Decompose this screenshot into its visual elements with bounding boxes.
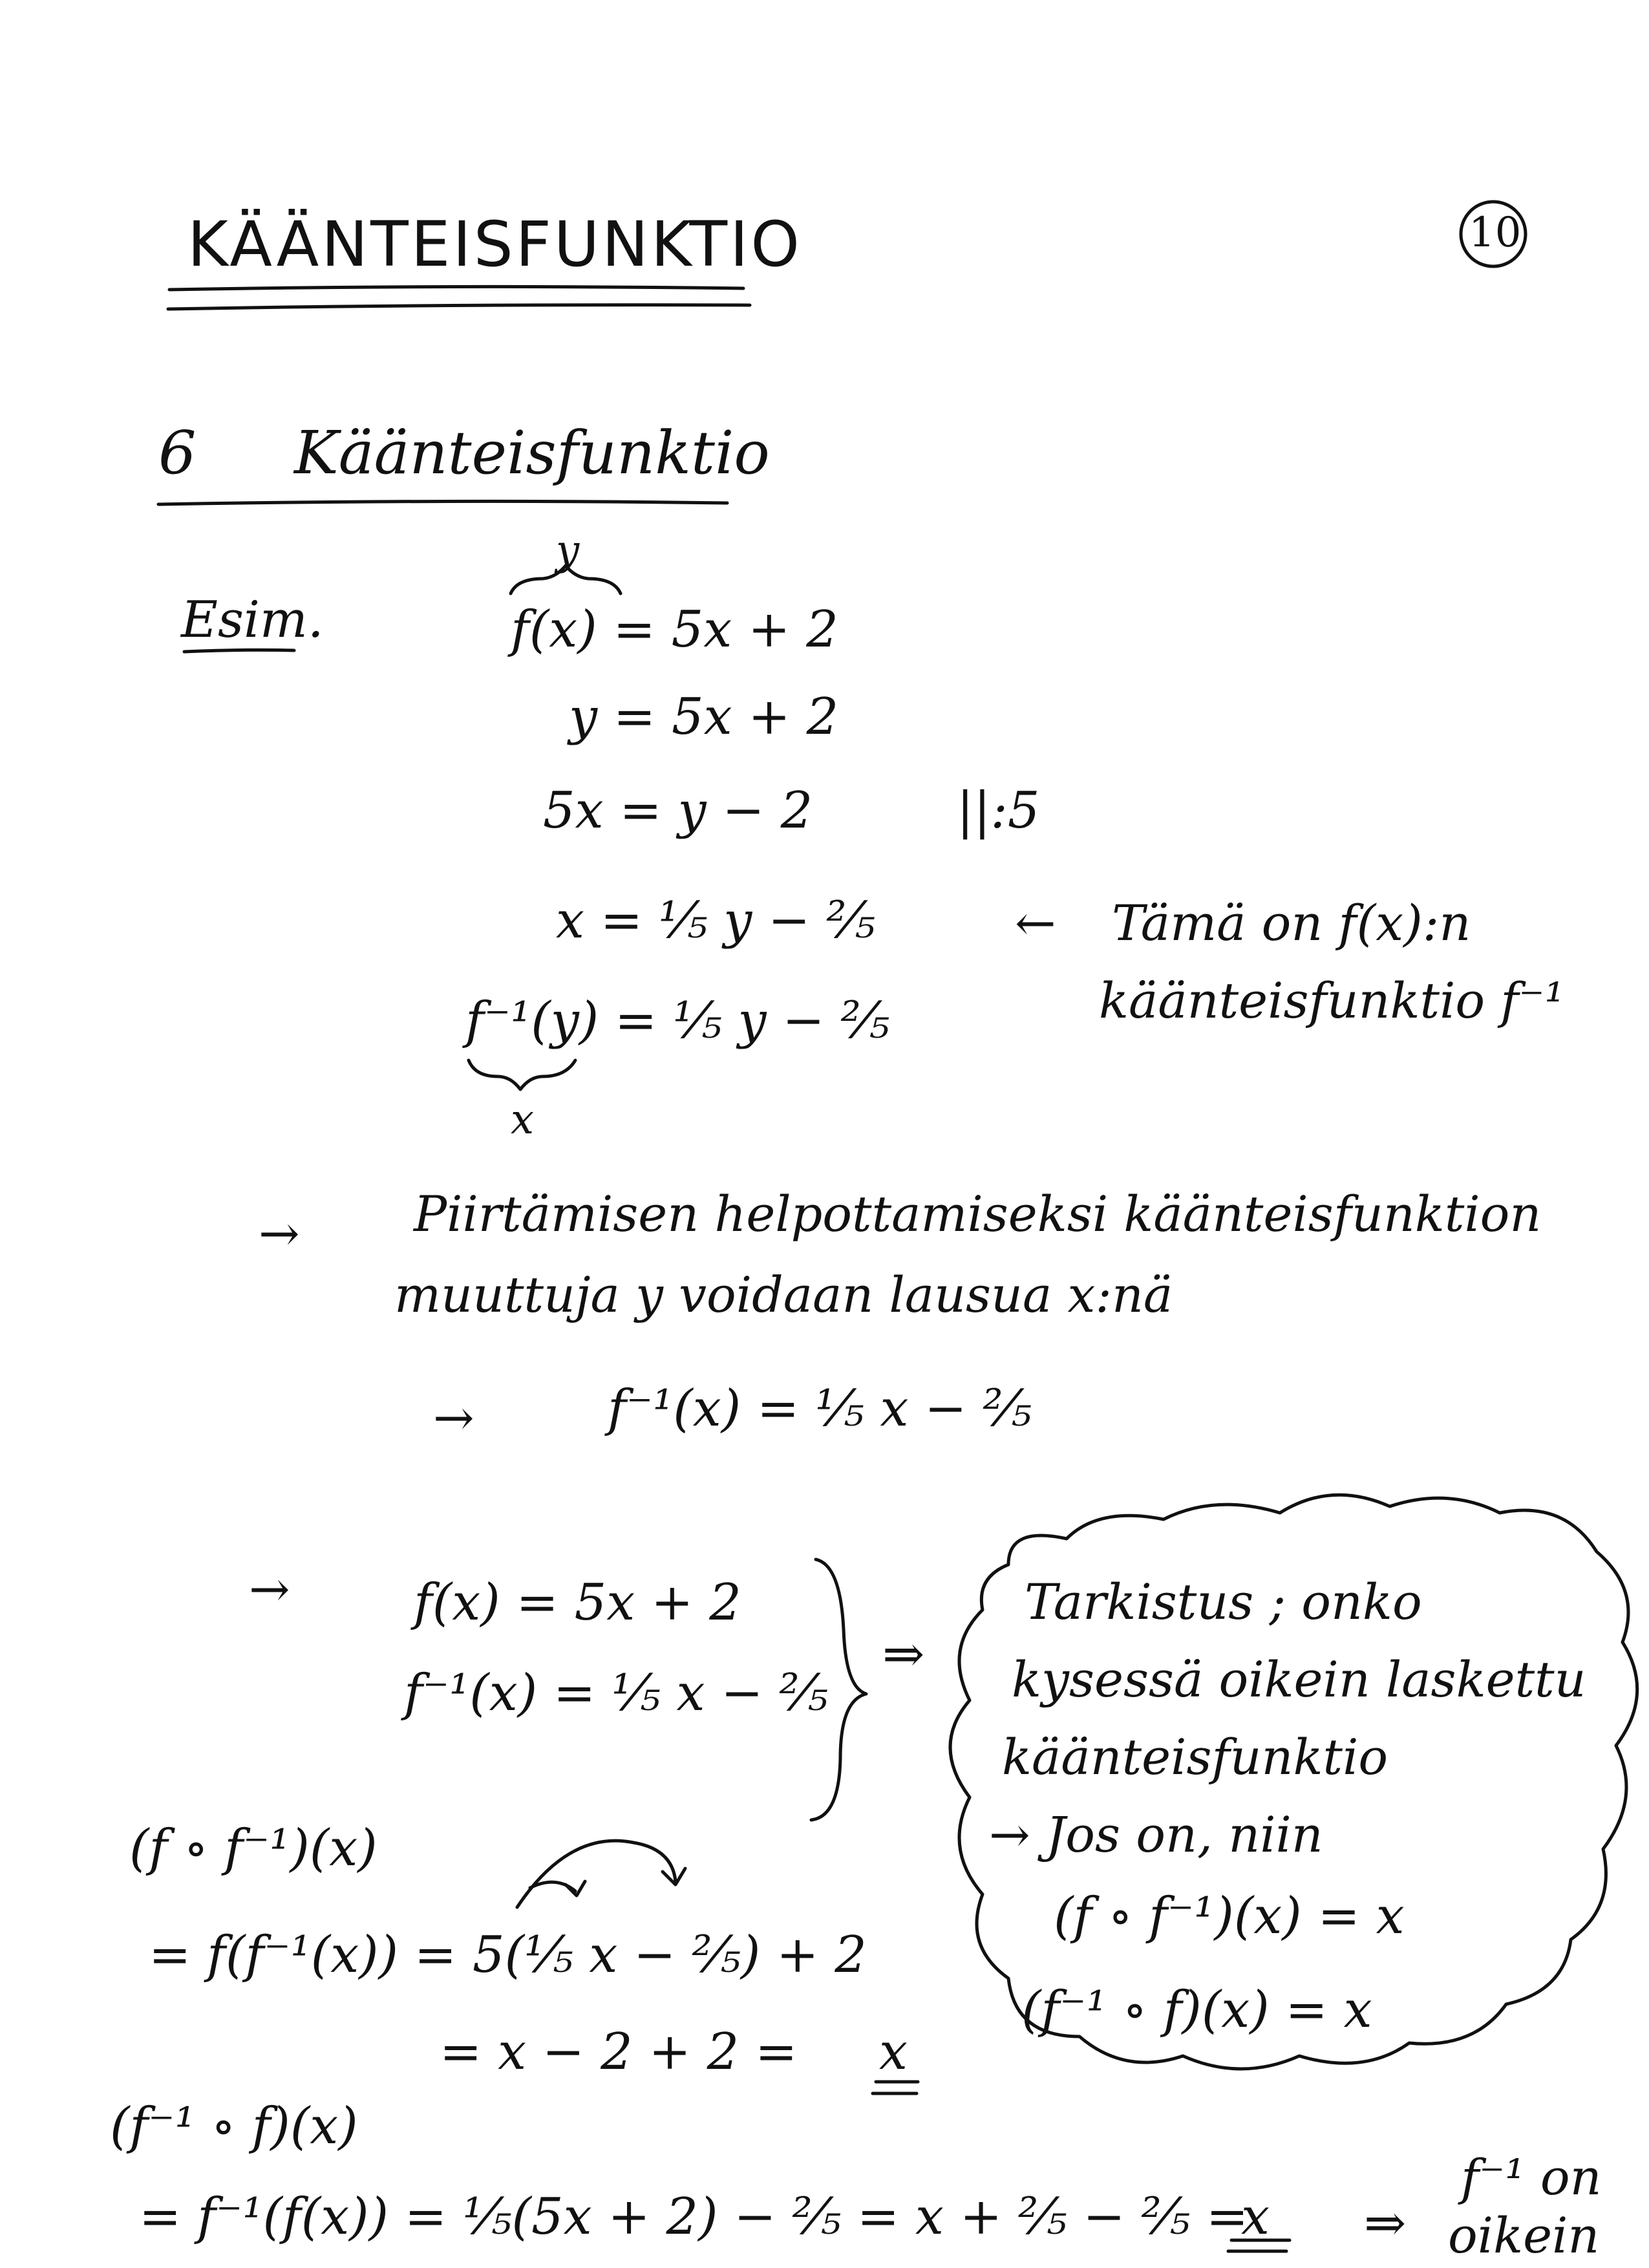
pair-implies: ⇒ xyxy=(882,1625,925,1684)
cloud-line-2: kysessä oikein laskettu xyxy=(1012,1651,1586,1708)
title-underline-second xyxy=(168,305,750,309)
plotting-line-2: muuttuja y voidaan lausua x:nä xyxy=(394,1266,1173,1323)
check2-line-2: = f⁻¹(f(x)) = ¹⁄₅(5x + 2) − ²⁄₅ = x + ²⁄₅ − ²⁄₅ = xyxy=(139,2188,1249,2246)
side-note-line-1: Tämä on f(x):n xyxy=(1112,894,1471,952)
check1-line-3: = x − 2 + 2 = xyxy=(440,2023,798,2081)
cloud-line-6: (f⁻¹ ∘ f)(x) = x xyxy=(1021,1981,1372,2039)
page-title: KÄÄNTEISFUNKTIO xyxy=(187,208,802,281)
cloud-line-4: → Jos on, niin xyxy=(989,1806,1323,1863)
pair-arrow: → xyxy=(249,1560,290,1618)
check2-implies: ⇒ xyxy=(1364,2194,1407,2252)
composition-arrow-outer xyxy=(517,1841,676,1907)
cloud-line-3: käänteisfunktio xyxy=(1002,1728,1388,1786)
example-line-4: x = ¹⁄₅ y − ²⁄₅ xyxy=(556,892,875,950)
check1-line-2: = f(f⁻¹(x)) = 5(¹⁄₅ x − ²⁄₅) + 2 xyxy=(149,1926,867,1984)
divide-note: ||:5 xyxy=(957,782,1040,840)
plotting-result: f⁻¹(x) = ¹⁄₅ x − ²⁄₅ xyxy=(608,1380,1032,1438)
plotting-line-1: Piirtämisen helpottamiseksi käänteisfunktion xyxy=(414,1185,1542,1243)
side-note-arrow: ← xyxy=(1015,894,1056,952)
brace-under-finv xyxy=(469,1060,575,1089)
check2-conclusion-line-1: f⁻¹ on xyxy=(1461,2148,1602,2206)
brace-label-y: y xyxy=(556,527,580,575)
section-underline xyxy=(158,501,727,504)
example-line-3: 5x = y − 2 xyxy=(543,782,813,840)
side-note-line-2: käänteisfunktio f⁻¹ xyxy=(1099,972,1564,1029)
check1-line-1: (f ∘ f⁻¹)(x) xyxy=(129,1819,378,1878)
example-line-5: f⁻¹(y) = ¹⁄₅ y − ²⁄₅ xyxy=(465,992,890,1050)
cloud-line-1: Tarkistus ; onko xyxy=(1025,1573,1422,1631)
check1-result: x xyxy=(879,2023,908,2081)
plotting-arrow: → xyxy=(259,1204,300,1262)
example-line-2: y = 5x + 2 xyxy=(569,688,839,746)
section-title: Käänteisfunktio xyxy=(294,418,770,487)
plotting-result-arrow: → xyxy=(433,1389,474,1446)
composition-arrow-inner-head xyxy=(566,1881,585,1896)
section-number: 6 xyxy=(158,418,197,487)
example-label: Esim. xyxy=(181,591,324,649)
example-underline xyxy=(184,650,294,652)
brace-label-x: x xyxy=(511,1096,535,1144)
check2-result: x xyxy=(1241,2188,1270,2246)
title-underline xyxy=(169,286,743,290)
check2-line-1: (f⁻¹ ∘ f)(x) xyxy=(110,2097,358,2156)
check2-conclusion-line-2: oikein xyxy=(1448,2207,1600,2264)
example-line-1: f(x) = 5x + 2 xyxy=(511,601,838,659)
pair-line-2: f⁻¹(x) = ¹⁄₅ x − ²⁄₅ xyxy=(404,1664,828,1722)
pair-line-1: f(x) = 5x + 2 xyxy=(414,1574,741,1632)
page-number: 10 xyxy=(1469,209,1522,257)
cloud-line-5: (f ∘ f⁻¹)(x) = x xyxy=(1054,1887,1405,1945)
